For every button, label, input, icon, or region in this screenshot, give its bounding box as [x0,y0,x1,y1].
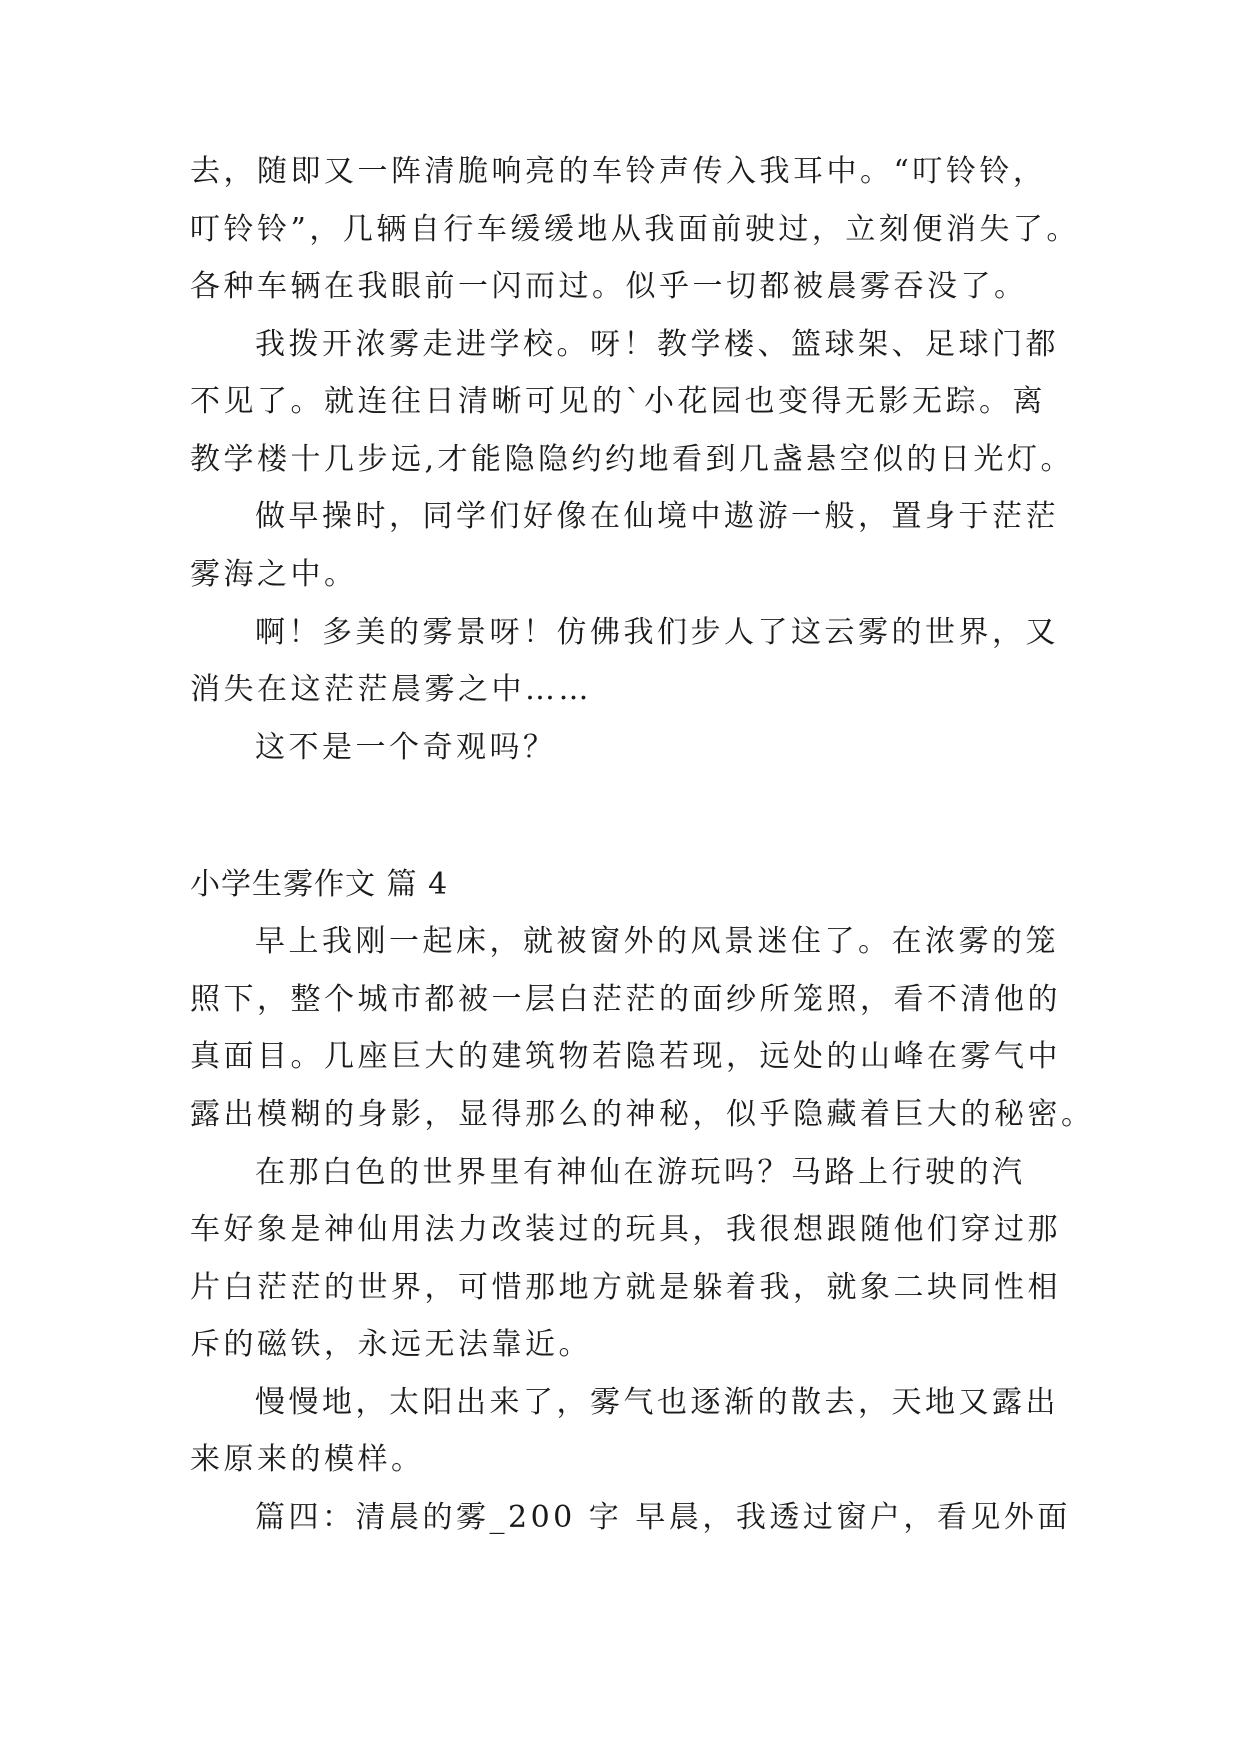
text-line: 消失在这茫茫晨雾之中…… [190,672,592,707]
text-line: 片白茫茫的世界，可惜那地方就是躲着我，就象二块同性相 [190,1270,1061,1305]
text-line: 真面目。几座巨大的建筑物若隐若现，远处的山峰在雾气中 [190,1039,1061,1074]
paragraph-start: 早上我刚一起床，就被窗外的风景迷住了。在浓雾的笼 [255,924,1059,959]
text-line: 叮铃铃”，几辆自行车缓缓地从我面前驶过，立刻便消失了。 [190,212,1080,247]
text-line: 各种车辆在我眼前一闪而过。似乎一切都被晨雾吞没了。 [190,269,1028,304]
text-line: 不见了。就连往日清晰可见的`小花园也变得无影无踪。离 [190,384,1046,419]
paragraph-start: 篇四：清晨的雾_200 字 早晨，我透过窗户，看见外面 [255,1500,1071,1535]
text-line: 教学楼十几步远,才能隐隐约约地看到几盏悬空似的日光灯。 [190,442,1075,477]
paragraph-start: 啊！多美的雾景呀！仿佛我们步人了这云雾的世界，又 [255,615,1059,650]
paragraph-start: 这不是一个奇观吗？ [255,730,557,765]
text-line: 雾海之中。 [190,557,358,592]
paragraph-start: 慢慢地，太阳出来了，雾气也逐渐的散去，天地又露出 [255,1385,1059,1420]
text-line: 去，随即又一阵清脆响亮的车铃声传入我耳中。“叮铃铃， [190,154,1047,189]
text-line: 来原来的模样。 [190,1442,425,1477]
paragraph-start: 我拨开浓雾走进学校。呀！教学楼、篮球架、足球门都 [255,327,1059,362]
paragraph-start: 做早操时，同学们好像在仙境中遨游一般，置身于茫茫 [255,499,1059,534]
paragraph-start: 在那白色的世界里有神仙在游玩吗？马路上行驶的汽 [255,1155,1026,1190]
text-line: 露出模糊的身影，显得那么的神秘，似乎隐藏着巨大的秘密。 [190,1097,1095,1132]
text-line: 照下，整个城市都被一层白茫茫的面纱所笼照，看不清他的 [190,982,1061,1017]
text-line: 车好象是神仙用法力改装过的玩具，我很想跟随他们穿过那 [190,1212,1061,1247]
section-heading: 小学生雾作文 篇 4 [190,867,449,902]
text-line: 斥的磁铁，永远无法靠近。 [190,1327,592,1362]
